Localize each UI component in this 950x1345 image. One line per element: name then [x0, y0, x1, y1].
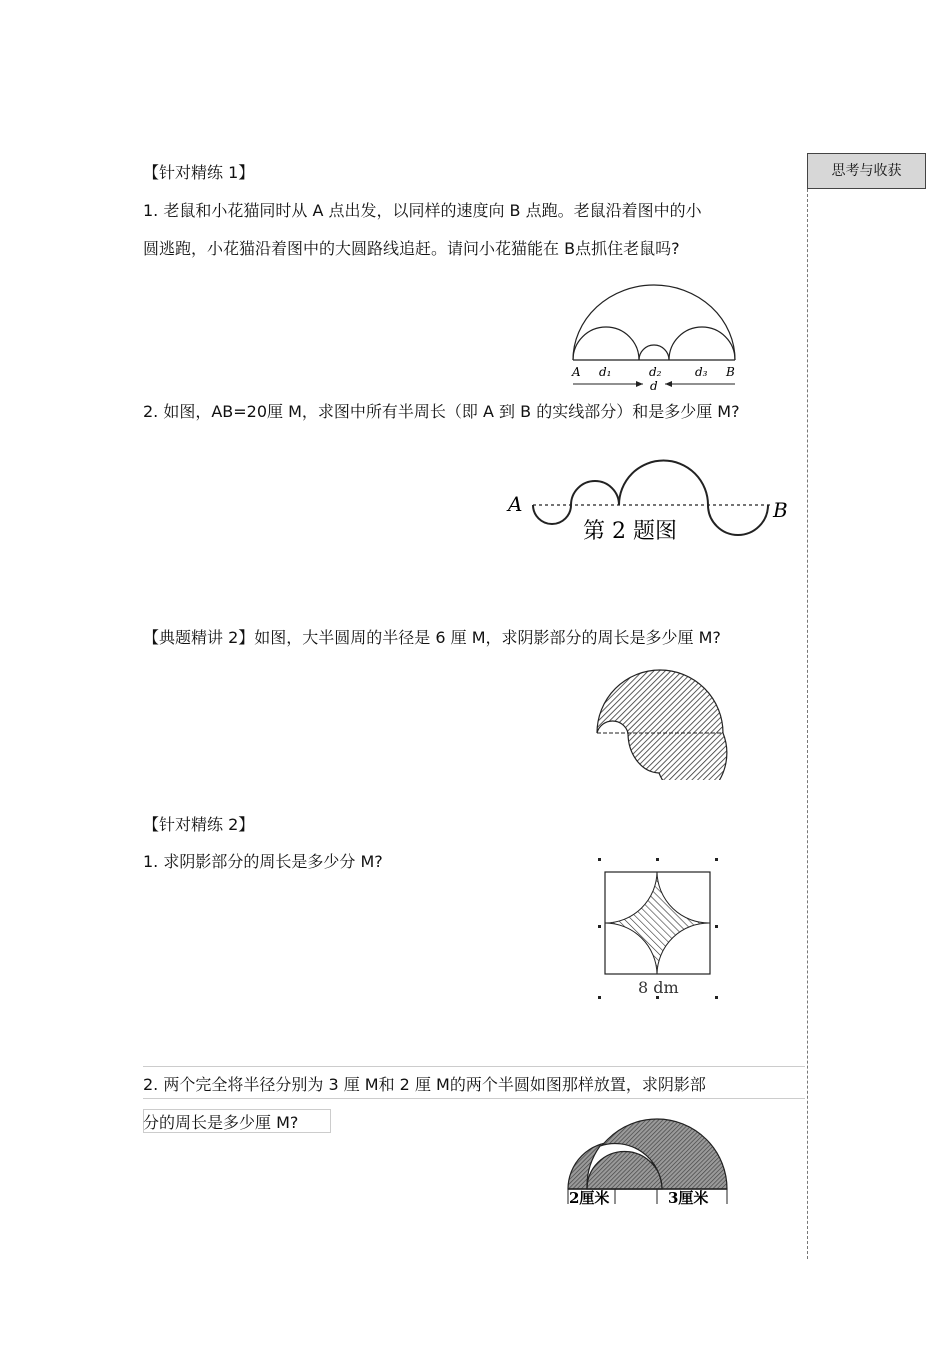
q1-line2: 圆逃跑，小花猫沿着图中的大圆路线追赶。请问小花猫能在 B点抓住老鼠吗? [143, 239, 680, 258]
s2-q2-line1: 2. 两个完全将半径分别为 3 厘 M和 2 厘 M的两个半圆如图那样放置，求阴影部 [143, 1075, 706, 1094]
fig1-label-d2: d₂ [649, 365, 662, 379]
figure-two-semicircles [560, 1112, 735, 1212]
fig1-label-a: A [572, 365, 581, 379]
section1-heading: 【针对精练 1】 [143, 163, 255, 182]
q2-text: 2. 如图，AB=20厘 M，求图中所有半周长（即 A 到 B 的实线部分）和是多少厘 M? [143, 402, 740, 421]
fig5-right-label: 3厘米 [668, 1189, 709, 1207]
q2-mid-rule [143, 1098, 805, 1099]
sidebar-divider [807, 189, 808, 1259]
fig1-label-b: B [726, 365, 735, 379]
fig1-label-d3: d₃ [695, 365, 708, 379]
fig2-label-a: A [508, 492, 523, 516]
figure-semicircles-1 [565, 280, 745, 395]
q2-top-rule [143, 1066, 805, 1067]
sidebar-title: 思考与收获 [807, 153, 926, 189]
fig2-label-b: B [773, 498, 788, 522]
figure-shaded-crescent [585, 660, 735, 780]
fig1-label-d1: d₁ [599, 365, 612, 379]
figure-square-astroid [592, 852, 727, 1007]
figure-wave-semicircles [505, 450, 800, 550]
fig5-left-label: 2厘米 [569, 1189, 610, 1207]
q1-line1: 1. 老鼠和小花猫同时从 A 点出发，以同样的速度向 B 点跑。老鼠沿着图中的小 [143, 201, 702, 220]
section2-heading: 【针对精练 2】 [143, 815, 255, 834]
s2-q1-text: 1. 求阴影部分的周长是多少分 M? [143, 852, 383, 871]
example2-text: 【典题精讲 2】如图，大半圆周的半径是 6 厘 M，求阴影部分的周长是多少厘 M? [143, 628, 721, 647]
fig1-label-d: d [650, 379, 658, 393]
fig4-label: 8 dm [638, 978, 679, 997]
s2-q2-line2: 分的周长是多少厘 M? [143, 1113, 299, 1132]
fig2-caption: 第 2 题图 [583, 519, 677, 544]
